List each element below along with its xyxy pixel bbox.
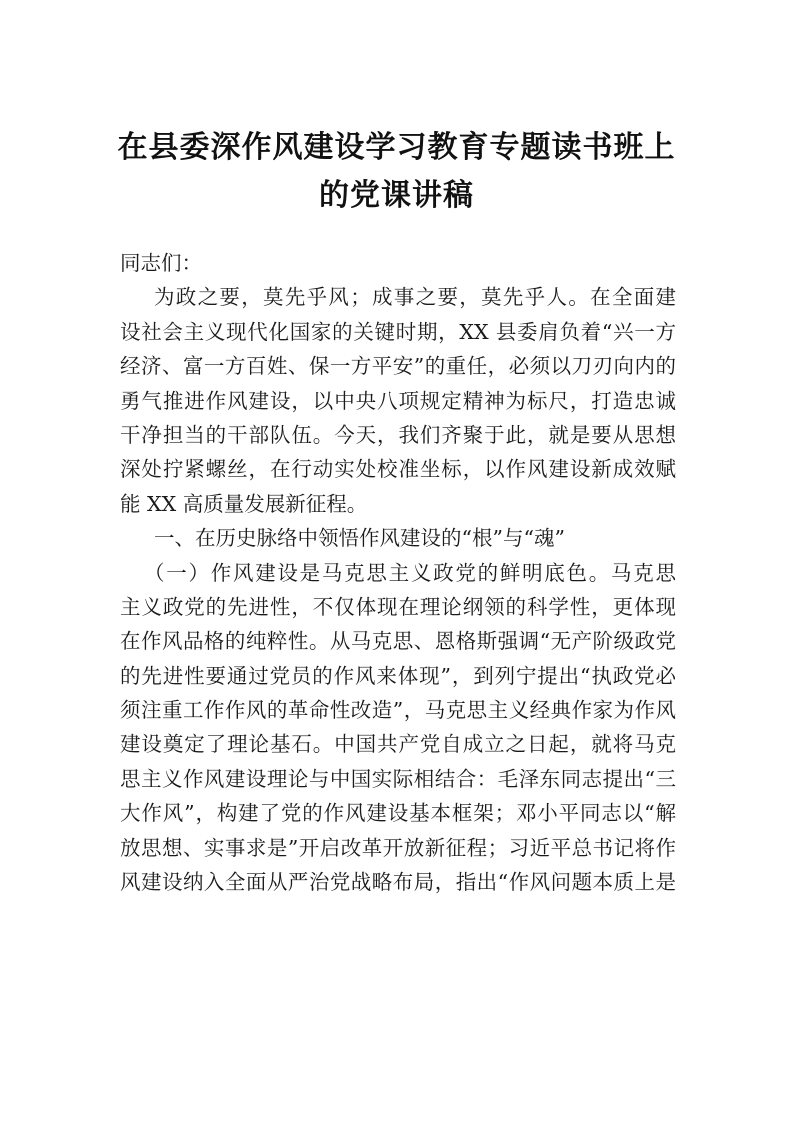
document-title: [0, 124, 793, 220]
paragraph-2-line: 的先进性要通过党员的作风来体现”，到列宁提出“执政党必: [120, 663, 676, 688]
title-line-2: 的党课讲稿: [319, 178, 474, 213]
paragraph-2-line: （一）作风建设是马克思主义政党的鲜明底色。马克思: [144, 560, 676, 585]
paragraph-2-line: 思主义作风建设理论与中国实际相结合：毛泽东同志提出“三: [120, 766, 676, 791]
paragraph-2-line: 主义政党的先进性，不仅体现在理论纲领的科学性，更体现: [120, 594, 676, 619]
paragraph-2-line: 建设奠定了理论基石。中国共产党自成立之日起，就将马克: [120, 732, 676, 757]
paragraph-2-line: 大作风”，构建了党的作风建设基本框架；邓小平同志以“解: [120, 801, 676, 826]
paragraph-2-line: 在作风品格的纯粹性。从马克思、恩格斯强调“无产阶级政党: [120, 629, 676, 654]
paragraph-2-line: 须注重工作作风的革命性改造”，马克思主义经典作家为作风: [120, 698, 676, 723]
paragraph-1-line: 能 XX 高质量发展新征程。: [120, 491, 368, 516]
paragraph-2-line: 风建设纳入全面从严治党战略布局，指出“作风问题本质上是: [120, 870, 676, 895]
title-line-1: 在县委深作风建设学习教育专题读书班上: [117, 130, 676, 165]
document-body: [120, 246, 676, 899]
paragraph-1-line: 经济、富一方百姓、保一方平安”的重任，必须以刀刃向内的: [120, 354, 676, 379]
paragraph-1-line: 勇气推进作风建设，以中央八项规定精神为标尺，打造忠诚: [120, 388, 676, 413]
paragraph-1-line: 干净担当的干部队伍。今天，我们齐聚于此，就是要从思想: [120, 422, 676, 447]
section-heading-1: 一、在历史脉络中领悟作风建设的“根”与“魂”: [154, 526, 565, 551]
paragraph-1-line: 深处拧紧螺丝，在行动实处校准坐标，以作风建设新成效赋: [120, 457, 676, 482]
salutation: 同志们：: [120, 251, 202, 275]
paragraph-1-line: 为政之要，莫先乎风；成事之要，莫先乎人。在全面建: [154, 285, 676, 310]
paragraph-1-line: 设社会主义现代化国家的关键时期，XX 县委肩负着“兴一方: [120, 319, 676, 344]
paragraph-2-line: 放思想、实事求是”开启改革开放新征程；习近平总书记将作: [120, 835, 676, 860]
